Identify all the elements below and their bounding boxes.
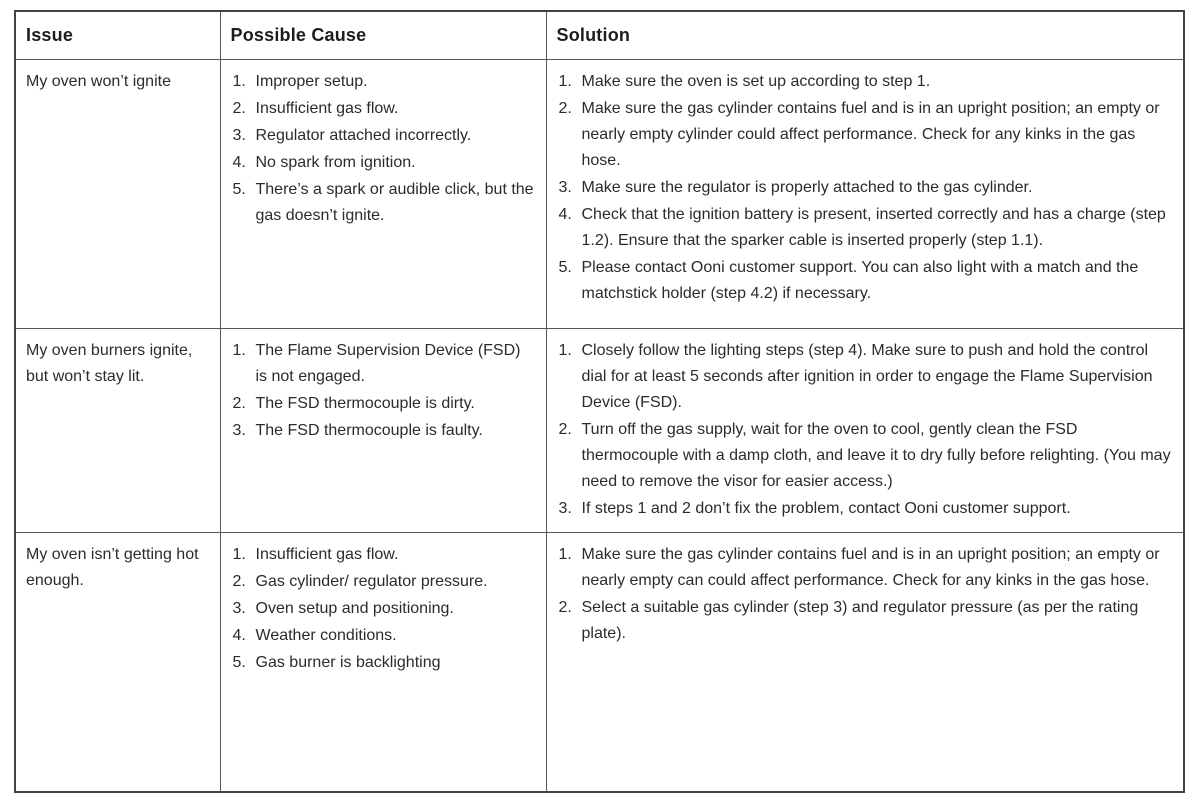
cause-item: Gas cylinder/ regulator pressure. bbox=[255, 572, 488, 590]
solution-item: Make sure the regulator is properly attached to the gas cylinder. bbox=[581, 178, 1033, 196]
cause-item: The FSD thermocouple is dirty. bbox=[255, 394, 475, 412]
header-row bbox=[15, 11, 1184, 59]
troubleshooting-table bbox=[14, 10, 1185, 793]
column-header-solution: Solution bbox=[546, 11, 1184, 59]
solution-item: Turn off the gas supply, wait for the oven to cool, gently clean the FSD thermocouple with a damp cloth, and leave it to dry fully before relighting. (You may need to remove the visor for easier access.) bbox=[581, 420, 1171, 490]
solution-item: Check that the ignition battery is present, inserted correctly and has a charge (step 1.2). Ensure that the sparker cable is inserted properly (step 1.1). bbox=[581, 205, 1166, 249]
solution-item: Select a suitable gas cylinder (step 3) and regulator pressure (as per the rating plate). bbox=[581, 598, 1139, 642]
cause-cell bbox=[220, 328, 546, 532]
cause-item: The Flame Supervision Device (FSD) is not engaged. bbox=[255, 341, 521, 385]
cause-item: No spark from ignition. bbox=[255, 153, 416, 171]
cause-item: Weather conditions. bbox=[255, 626, 397, 644]
solution-item: Make sure the gas cylinder contains fuel and is in an upright position; an empty or nearly empty can could affect performance. Check for any kinks in the gas hose. bbox=[581, 545, 1160, 589]
cause-list bbox=[232, 338, 536, 444]
solution-item: Please contact Ooni customer support. You can also light with a match and the matchstick holder (step 4.2) if necessary. bbox=[581, 258, 1139, 302]
cause-item: There’s a spark or audible click, but the gas doesn’t ignite. bbox=[255, 180, 534, 224]
issue-cell: My oven burners ignite, but won’t stay lit. bbox=[15, 328, 220, 532]
solution-item: If steps 1 and 2 don’t fix the problem, contact Ooni customer support. bbox=[581, 499, 1071, 517]
cause-list bbox=[232, 69, 536, 229]
solution-list bbox=[558, 69, 1174, 307]
column-header-issue: Issue bbox=[15, 11, 220, 59]
solution-cell bbox=[546, 532, 1184, 792]
table-row bbox=[15, 532, 1184, 792]
cause-cell bbox=[220, 532, 546, 792]
issue-cell: My oven isn’t getting hot enough. bbox=[15, 532, 220, 792]
cause-item: The FSD thermocouple is faulty. bbox=[255, 421, 483, 439]
solution-item: Closely follow the lighting steps (step 4). Make sure to push and hold the control dial for at least 5 seconds after ignition in order to engage the Flame Supervision Device (FSD). bbox=[581, 341, 1153, 411]
solution-cell bbox=[546, 59, 1184, 328]
cause-item: Insufficient gas flow. bbox=[255, 545, 399, 563]
cause-item: Improper setup. bbox=[255, 72, 368, 90]
table-row bbox=[15, 328, 1184, 532]
solution-item: Make sure the gas cylinder contains fuel and is in an upright position; an empty or nearly empty cylinder could affect performance. Check for any kinks in the gas hose. bbox=[581, 99, 1160, 169]
table-row bbox=[15, 59, 1184, 328]
cause-item: Oven setup and positioning. bbox=[255, 599, 454, 617]
issue-cell: My oven won’t ignite bbox=[15, 59, 220, 328]
cause-item: Regulator attached incorrectly. bbox=[255, 126, 472, 144]
solution-list bbox=[558, 542, 1174, 647]
cause-list bbox=[232, 542, 536, 676]
solution-list bbox=[558, 338, 1174, 522]
solution-item: Make sure the oven is set up according to step 1. bbox=[581, 72, 931, 90]
cause-cell bbox=[220, 59, 546, 328]
cause-item: Insufficient gas flow. bbox=[255, 99, 399, 117]
cause-item: Gas burner is backlighting bbox=[255, 653, 441, 671]
solution-cell bbox=[546, 328, 1184, 532]
column-header-possible-cause: Possible Cause bbox=[220, 11, 546, 59]
